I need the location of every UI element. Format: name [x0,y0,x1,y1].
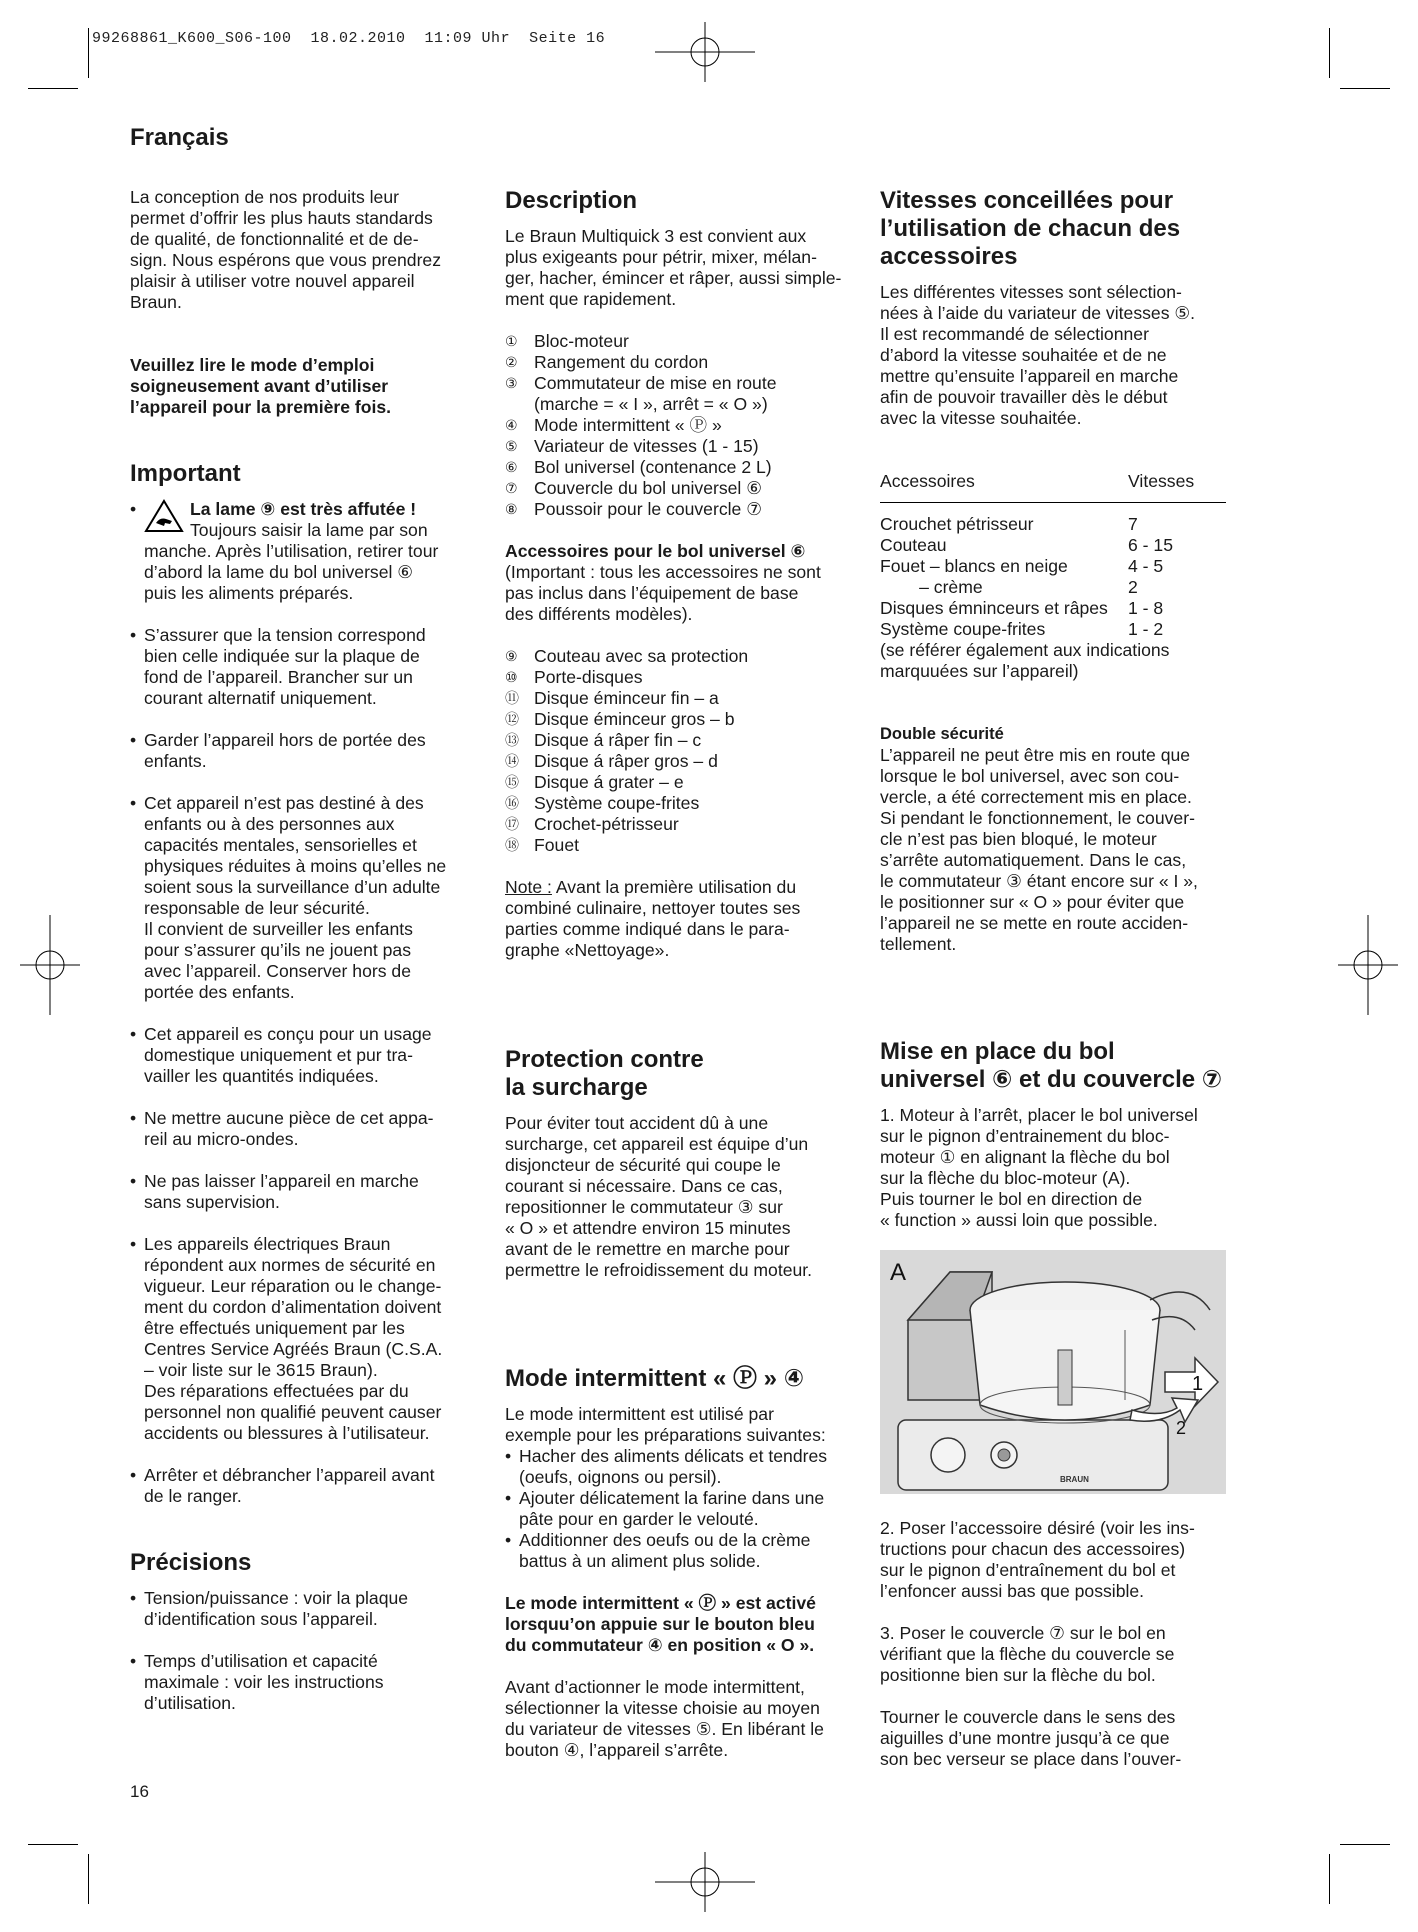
part-item: ① Bloc-moteur [505,331,629,351]
accessory-item: ⑪ Disque éminceur fin – a [505,688,719,708]
part-number: ⑤ [505,438,518,454]
speeds-paragraph [880,282,1230,429]
parts-list [505,331,855,520]
text-line: (oeufs, oignons ou persil). [519,1467,722,1487]
safety-bullet: • Arrêter et débrancher l’appareil avant de le ranger. [130,1465,435,1506]
step-1 [880,1105,1230,1231]
text-line: d’abord la vitesse souhaitée et de ne [880,345,1167,365]
accessory-cell: Disques émninceurs et râpes [880,598,1108,618]
text-line: Arrêter et débrancher l’appareil avant [144,1465,435,1485]
text-line: afin de pouvoir travailler dès le début [880,387,1168,407]
text-line: moteur ① en alignant la flèche du bol [880,1147,1170,1167]
text-line: 1. Moteur à l’arrêt, placer le bol universel [880,1105,1198,1125]
registration-mark-left [20,915,80,1015]
speeds-table-body [880,514,1226,640]
text-line: « function » aussi loin que possible. [880,1210,1158,1230]
part-number: ⑦ [505,480,518,496]
step-2 [880,1518,1230,1602]
print-slug: 99268861_K600_S06-100 18.02.2010 11:09 Uhr Seite 16 [92,30,606,47]
text-line: Ne pas laisser l’appareil en marche [144,1171,419,1191]
heading-line: Mise en place du bol [880,1038,1115,1065]
mode-final-paragraph [505,1677,855,1761]
text-line: l’appareil ne se mette en route acciden- [880,913,1189,933]
text-line: puis les aliments préparés. [144,583,354,603]
text-line: responsable de leur sécurité. [144,898,370,918]
text-line: Avant d’actionner le mode intermittent, [505,1677,805,1697]
arrow-1-label: 1 [1192,1373,1204,1395]
figure-brand: BRAUN [1060,1475,1089,1484]
mode-bullet: • Hacher des aliments délicats et tendres (oeufs, oignons ou persil). [505,1446,828,1487]
text-line: sur le pignon d’entraînement du bol et [880,1560,1176,1580]
note-paragraph: Note : Avant la première utilisation du combiné culinaire, nettoyer toutes ses parties comme indiqué dans le para- graphe «Nettoyage». [505,877,801,960]
text-line: permet d’offrir les plus hauts standards [130,208,433,228]
part-number: ③ [505,375,518,391]
text-line: manche. Après l’utilisation, retirer tour [144,541,439,561]
part-number: ⑧ [505,501,518,517]
accessory-item: ⑭ Disque á râper gros – d [505,751,718,771]
precision-bullet: • Tension/puissance : voir la plaque d’identification sous l’appareil. [130,1588,409,1629]
crop-mark-tl-h [28,88,78,89]
accessory-cell: – crème [880,577,983,597]
text-line: le commutateur ③ étant encore sur « I », [880,871,1198,891]
column-3 [880,187,1230,955]
text-line: d’utilisation. [144,1693,236,1713]
text-line: Centres Service Agréés Braun (C.S.A. [144,1339,443,1359]
text-line: Garder l’appareil hors de portée des [144,730,426,750]
column-1 [130,124,480,1714]
mise-heading [880,1038,1230,1094]
safety-bullet: • Garder l’appareil hors de portée des enfants. [130,730,426,771]
text-line: d’abord la lame du bol universel ⑥ [144,562,414,582]
part-item: ③ Commutateur de mise en route (marche = « I », arrêt = « O ») [505,373,777,414]
protection-paragraph [505,1113,855,1281]
protection-heading [505,1046,855,1102]
crop-mark-tr-h [1340,88,1390,89]
text-line: La conception de nos produits leur [130,187,399,207]
text-line: Ne mettre aucune pièce de cet appa- [144,1108,434,1128]
text-line: l’enfoncer aussi bas que possible. [880,1581,1145,1601]
text-line: sélectionner la vitesse choisie au moyen [505,1698,820,1718]
safety-bullet: • Les appareils électriques Braun répondent aux normes de sécurité en vigueur. Leur réparation ou le change- ment du cordon d’alimentation doivent être effectués uniquement par les Centres Service Agréés Braun (C.S.A. – voir liste sur le 3615 Braun). Des réparations effectuées par du personnel non qualifié peuvent causer accidents ou blessures à l’utilisateur. [130,1234,443,1443]
figure-label: A [890,1259,907,1286]
text-line: mettre qu’ensuite l’appareil en marche [880,366,1179,386]
text-line: plaisir à utiliser votre nouvel appareil [130,271,415,291]
speed-cell: 2 [1128,577,1138,597]
text-line: vailler les quantités indiquées. [144,1066,379,1086]
column-2-lower [505,1046,855,1761]
registration-mark-bottom [655,1852,755,1912]
part-item: ⑧ Poussoir pour le couvercle ⑦ [505,499,762,519]
text-line: pâte pour en garder le velouté. [519,1509,759,1529]
part-item: ⑥ Bol universel (contenance 2 L) [505,457,772,477]
blade-warning: • La lame ⑨ est très affutée ! Toujours saisir la lame par son manche. Après l’utilisation, retirer tour d’abord la lame du bol universel ⑥ puis les aliments préparés. [130,499,439,603]
mode-bullet: • Ajouter délicatement la farine dans une pâte pour en garder le velouté. [505,1488,825,1529]
text-line: aiguilles d’une montre jusqu’à ce que [880,1728,1170,1748]
step-4 [880,1707,1230,1770]
text-line: exemple pour les préparations suivantes: [505,1425,826,1445]
text-line: enfants ou à des personnes aux [144,814,395,834]
intro-paragraph [130,187,480,313]
step-3 [880,1623,1230,1686]
safety-heading: Double sécurité [880,725,1004,743]
accessory-item: ⑮ Disque á grater – e [505,772,684,792]
text-line: de le ranger. [144,1486,242,1506]
text-line: Les différentes vitesses sont sélection- [880,282,1182,302]
text-line: nées à l’aide du variateur de vitesses ⑤. [880,303,1196,323]
mode-bullet: • Additionner des oeufs ou de la crème battus à un aliment plus solide. [505,1530,811,1571]
text-line: répondent aux normes de sécurité en [144,1255,436,1275]
text-line: avec la vitesse souhaitée. [880,408,1082,428]
part-item: ④ Mode intermittent « Ⓟ » [505,415,722,435]
speed-cell: 6 - 15 [1128,535,1173,555]
crop-mark-tl-v [88,28,89,78]
text-line: Le Braun Multiquick 3 est convient aux [505,226,807,246]
safety-bullet: • Ne pas laisser l’appareil en marche sans supervision. [130,1171,419,1212]
column-3-bottom [880,1518,1230,1770]
crop-mark-br-v [1329,1854,1330,1904]
text-line: « O » et attendre environ 15 minutes [505,1218,791,1238]
text-line: vigueur. Leur réparation ou le change- [144,1276,442,1296]
text-line: avant de le remettre en marche pour [505,1239,790,1259]
accessories-list [505,646,855,856]
accessory-item: ⑩ Porte-disques [505,667,643,687]
text-line: reil au micro-ondes. [144,1129,299,1149]
heading-line: universel ⑥ et du couvercle ⑦ [880,1066,1223,1093]
text-line: Si pendant le fonctionnement, le couver- [880,808,1195,828]
text-line: Il est recommandé de sélectionner [880,324,1149,344]
text-line: de qualité, de fonctionnalité et de de- [130,229,419,249]
speed-cell: 1 - 8 [1128,598,1164,618]
heading-line: accessoires [880,243,1018,270]
text-line: du variateur de vitesses ⑤. En libérant le [505,1719,824,1739]
text-line: domestique uniquement et pur tra- [144,1045,413,1065]
text-line: lorsque le bol universel, avec son cou- [880,766,1180,786]
text-line: Le mode intermittent est utilisé par [505,1404,774,1424]
text-line: fond de l’appareil. Brancher sur un [144,667,413,687]
part-number: ④ [505,417,518,433]
table-header: Accessoires Vitesses [880,471,1195,491]
text-line: – voir liste sur le 3615 Braun). [144,1360,378,1380]
table-row [880,619,1226,640]
text-line: (Important : tous les accessoires ne sont [505,562,821,582]
description-paragraph [505,226,855,310]
heading-line: Vitesses conceillées pour [880,187,1174,214]
text-line: disjoncteur de sécurité qui coupe le [505,1155,781,1175]
part-number: ① [505,333,518,349]
mode-intro [505,1404,855,1446]
heading-line: Protection contre [505,1046,704,1073]
text-line: le positionner sur « O » pour éviter que [880,892,1185,912]
part-number: ⑥ [505,459,518,475]
safety-bullet: • Cet appareil es conçu pour un usage domestique uniquement et pur tra- vailler les quantités indiquées. [130,1024,432,1086]
note-label: Note : [505,877,552,897]
text-line: du commutateur ④ en position « O ». [505,1635,815,1655]
warning-hand-icon [144,499,184,533]
crop-mark-tr-v [1329,28,1330,78]
text-line: cle n’est pas bien bloqué, le moteur [880,829,1157,849]
table-row [880,556,1226,577]
text-line: plus exigeants pour pétrir, mixer, mélan- [505,247,817,267]
registration-mark-right [1338,915,1398,1015]
text-line: sans supervision. [144,1192,280,1212]
accessory-item: ⑰ Crochet-pétrisseur [505,814,679,834]
text-line: lorsquu’on appuie sur le bouton bleu [505,1614,815,1634]
text-line: maximale : voir les instructions [144,1672,384,1692]
text-line: Temps d’utilisation et capacité [144,1651,378,1671]
text-line: Il convient de surveiller les enfants [144,919,413,939]
text-line: Veuillez lire le mode d’emploi [130,355,375,375]
table-row [880,577,1226,598]
text-line: son bec verseur se place dans l’ouver- [880,1749,1182,1769]
text-line: bouton ④, l’appareil s’arrête. [505,1740,729,1760]
text-line: d’identification sous l’appareil. [144,1609,378,1629]
text-line: ger, hacher, émincer et râper, aussi simple- [505,268,842,288]
text-line: tellement. [880,934,957,954]
text-line: Tension/puissance : voir la plaque [144,1588,409,1608]
read-manual-notice [130,355,480,418]
text-line: Hacher des aliments délicats et tendres [519,1446,828,1466]
safety-bullet: • Cet appareil n’est pas destiné à des enfants ou à des personnes aux capacités mentales, sensorielles et physiques réduites à moins qu’elles ne soient sous la surveillance d’un adulte responsable de leur sécurité. Il convient de surveiller les enfants pour s’assurer qu’ils ne jouent pas avec l’appareil. Conserver hors de portée des enfants. [130,793,447,1002]
text-line: Tourner le couvercle dans le sens des [880,1707,1176,1727]
text-line: positionne bien sur la flèche du bol. [880,1665,1156,1685]
accessory-cell: Couteau [880,535,947,555]
page-number: 16 [130,1782,149,1801]
text-line: Les appareils électriques Braun [144,1234,391,1254]
text-line: S’assurer que la tension correspond [144,625,426,645]
text-line: Pour éviter tout accident dû à une [505,1113,769,1133]
text-line: sign. Nous espérons que vous prendrez [130,250,442,270]
text-line: Cet appareil es conçu pour un usage [144,1024,432,1044]
figure-a-illustration [880,1250,1226,1494]
crop-mark-bl-v [88,1854,89,1904]
text-line: Additionner des oeufs ou de la crème [519,1530,811,1550]
text-line: accidents ou blessures à l’utilisateur. [144,1423,430,1443]
part-item: ② Rangement du cordon [505,352,709,372]
accessory-item: ⑨ Couteau avec sa protection [505,646,749,666]
table-row [880,598,1226,619]
part-item: ⑤ Variateur de vitesses (1 - 15) [505,436,759,456]
text-line: enfants. [144,751,207,771]
mode-heading: Mode intermittent « Ⓟ » ④ [505,1365,805,1392]
heading-line: l’utilisation de chacun des [880,215,1181,242]
text-line: pour s’assurer qu’ils ne jouent pas [144,940,411,960]
speeds-heading [880,187,1230,271]
column-3-lower [880,1038,1230,1231]
text-line: Cet appareil n’est pas destiné à des [144,793,424,813]
speeds-table [880,471,1226,492]
text-line: Braun. [130,292,182,312]
text-line: soigneusement avant d’utiliser [130,376,389,396]
accessories-heading: Accessoires pour le bol universel ⑥ [505,541,806,561]
text-line: des différents modèles). [505,604,693,624]
text-line: Toujours saisir la lame par son [190,520,428,540]
mode-bold-paragraph [505,1593,855,1656]
accessory-item: ⑫ Disque éminceur gros – b [505,709,735,729]
accessory-item: ⑬ Disque á râper fin – c [505,730,702,750]
text-line: courant si nécessaire. Dans ce cas, [505,1176,783,1196]
text-line: sur la flèche du bloc-moteur (A). [880,1168,1131,1188]
text-line: ment que rapidement. [505,289,677,309]
text-line: bien celle indiquée sur la plaque de [144,646,420,666]
text-line: battus à un aliment plus solide. [519,1551,761,1571]
text-line: physiques réduites à moins qu’elles ne [144,856,447,876]
text-line: 3. Poser le couvercle ⑦ sur le bol en [880,1623,1166,1643]
text-line: tructions pour chacun des accessoires) [880,1539,1186,1559]
text-line: Ajouter délicatement la farine dans une [519,1488,825,1508]
text-line: capacités mentales, sensorielles et [144,835,417,855]
text-line: sur le pignon d’entrainement du bloc- [880,1126,1170,1146]
accessory-item: ⑯ Système coupe-frites [505,793,700,813]
text-line: 2. Poser l’accessoire désiré (voir les ins- [880,1518,1195,1538]
accessory-item: ⑱ Fouet [505,835,579,855]
text-line: l’appareil pour la première fois. [130,397,392,417]
accessory-cell: Système coupe-frites [880,619,1046,639]
precisions-heading: Précisions [130,1549,252,1576]
speed-cell: 1 - 2 [1128,619,1164,639]
registration-mark-top [655,22,755,82]
text-line: avec l’appareil. Conserver hors de [144,961,411,981]
text-line: soient sous la surveillance d’un adulte [144,877,441,897]
text-line: personnel non qualifié peuvent causer [144,1402,442,1422]
text-line: portée des enfants. [144,982,295,1002]
crop-mark-bl-h [28,1844,78,1845]
text-line: repositionner le commutateur ③ sur [505,1197,783,1217]
text-line: Puis tourner le bol en direction de [880,1189,1143,1209]
text-line: marquuées sur l’appareil) [880,661,1079,681]
heading-line: la surcharge [505,1074,648,1101]
table-row [880,535,1226,556]
speed-cell: 4 - 5 [1128,556,1164,576]
accessory-cell: Crouchet pétrisseur [880,514,1034,534]
safety-paragraph [880,745,1230,955]
description-heading: Description [505,187,638,214]
precision-bullet: • Temps d’utilisation et capacité maximale : voir les instructions d’utilisation. [130,1651,384,1713]
arrow-2-label: 2 [1176,1418,1187,1438]
safety-bullet: • S’assurer que la tension correspond bien celle indiquée sur la plaque de fond de l’appareil. Brancher sur un courant alternatif uniquement. [130,625,426,708]
text-line: s’arrête automatiquement. Dans le cas, [880,850,1187,870]
column-2 [505,187,855,961]
text-line: pas inclus dans l’équipement de base [505,583,799,603]
text-line: Des réparations effectuées par du [144,1381,409,1401]
text-line: ment du cordon d’alimentation doivent [144,1297,442,1317]
accessory-cell: Fouet – blancs en neige [880,556,1068,576]
text-line: permettre le refroidissement du moteur. [505,1260,813,1280]
table-row [880,514,1226,535]
text-line: Le mode intermittent « Ⓟ » est activé [505,1593,816,1613]
text-line: L’appareil ne peut être mis en route que [880,745,1191,765]
page-title: Français [130,124,229,151]
text-line: vérifiant que la flèche du couvercle se [880,1644,1175,1664]
text-line: (se référer également aux indications [880,640,1170,660]
safety-bullet: • Ne mettre aucune pièce de cet appa- reil au micro-ondes. [130,1108,434,1149]
part-number: ② [505,354,518,370]
text-line: surcharge, cet appareil est équipe d’un [505,1134,809,1154]
part-item: ⑦ Couvercle du bol universel ⑥ [505,478,762,498]
text-line: courant alternatif uniquement. [144,688,377,708]
text-line: être effectués uniquement par les [144,1318,405,1338]
speed-cell: 7 [1128,514,1138,534]
crop-mark-br-h [1340,1844,1390,1845]
text-line: vercle, a été correctement mis en place. [880,787,1192,807]
important-heading: Important [130,460,241,487]
